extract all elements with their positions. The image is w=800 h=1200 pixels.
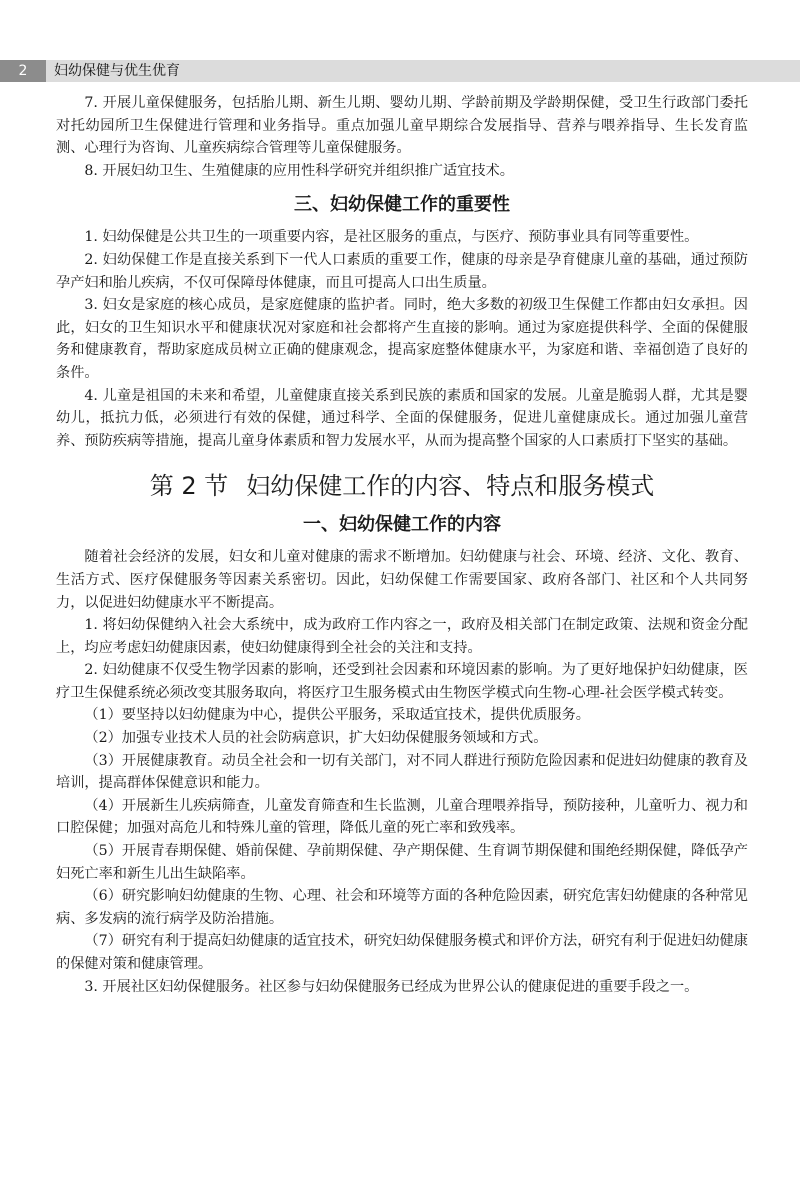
list-item: 3. 妇女是家庭的核心成员，是家庭健康的监护者。同时，绝大多数的初级卫生保健工作都由妇女承担。因此，妇女的卫生知识水平和健康状况对家庭和社会都将产生直接的影响。通过为家庭提供科学、全面的保健服务和健康教育，帮助家庭成员树立正确的健康观念，提高家庭整体健康水平，为家庭和谐、幸福创造了良好的条件。	[56, 297, 748, 381]
page-body	[56, 92, 748, 998]
list-item: 2. 妇幼保健工作是直接关系到下一代人口素质的重要工作，健康的母亲是孕育健康儿童的基础，通过预防孕产妇和胎儿疾病，不仅可保障母体健康，而且可提高人口出生质量。	[56, 251, 748, 291]
list-item: 1. 妇幼保健是公共卫生的一项重要内容，是社区服务的重点，与医疗、预防事业具有同等重要性。	[84, 229, 699, 246]
list-item: （4）开展新生儿疾病筛查，儿童发育筛查和生长监测，儿童合理喂养指导，预防接种，儿童听力、视力和口腔保健；加强对高危儿和特殊儿童的管理，降低儿童的死亡率和致残率。	[56, 797, 748, 837]
list-item: 1. 将妇幼保健纳入社会大系统中，成为政府工作内容之一，政府及相关部门在制定政策、法规和资金分配上，均应考虑妇幼健康因素，使妇幼健康得到全社会的关注和支持。	[56, 617, 748, 656]
section-title	[56, 470, 748, 502]
subsection-heading-content: 一、妇幼保健工作的内容	[303, 514, 501, 536]
section-title-text: 妇幼保健工作的内容、特点和服务模式	[246, 472, 655, 501]
running-title: 妇幼保健与优生优育	[54, 63, 180, 79]
list-item: （3）开展健康教育。动员全社会和一切有关部门，对不同人群进行预防危险因素和促进妇幼健康的教育及培训，提高群体保健意识和能力。	[56, 752, 748, 792]
section-number: 第 2 节	[149, 472, 229, 501]
list-item: （2）加强专业技术人员的社会防病意识，扩大妇幼保健服务领域和方式。	[84, 730, 548, 747]
page-number: 2	[0, 60, 46, 82]
list-item: （5）开展青春期保健、婚前保健、孕前期保健、孕产期保健、生育调节期保健和围绝经期保健，降低孕产妇死亡率和新生儿出生缺陷率。	[56, 843, 748, 882]
list-item: 3. 开展社区妇幼保健服务。社区参与妇幼保健服务已经成为世界公认的健康促进的重要手段之一。	[84, 978, 699, 995]
list-item: （7）研究有利于提高妇幼健康的适宜技术，研究妇幼保健服务模式和评价方法，研究有利于促进妇幼健康的保健对策和健康管理。	[56, 933, 748, 972]
list-item: （6）研究影响妇幼健康的生物、心理、社会和环境等方面的各种危险因素，研究危害妇幼健康的各种常见病、多发病的流行病学及防治措施。	[56, 888, 748, 927]
list-item: 4. 儿童是祖国的未来和希望，儿童健康直接关系到民族的素质和国家的发展。儿童是脆弱人群，尤其是婴幼儿，抵抗力低，必须进行有效的保健，通过科学、全面的保健服务，促进儿童健康成长。通过加强儿童营养、预防疾病等措施，提高儿童身体素质和智力发展水平，从而为提高整个国家的人口素质打下坚实的基础。	[56, 387, 748, 449]
list-item: 7. 开展儿童保健服务，包括胎儿期、新生儿期、婴幼儿期、学龄前期及学龄期保健，受卫生行政部门委托对托幼园所卫生保健进行管理和业务指导。重点加强儿童早期综合发展指导、营养与喂养指导、生长发育监测、心理行为咨询、儿童疾病综合管理等儿童保健服务。	[56, 95, 748, 157]
list-item: 8. 开展妇幼卫生、生殖健康的应用性科学研究并组织推广适宜技术。	[84, 162, 514, 179]
subsection-heading-importance: 三、妇幼保健工作的重要性	[294, 194, 510, 216]
list-item: （1）要坚持以妇幼健康为中心，提供公平服务，采取适宜技术，提供优质服务。	[84, 707, 590, 724]
paragraph: 随着社会经济的发展，妇女和儿童对健康的需求不断增加。妇幼健康与社会、环境、经济、文化、教育、生活方式、医疗保健服务等因素关系密切。因此，妇幼保健工作需要国家、政府各部门、社区和个人共同努力，以促进妇幼健康水平不断提高。	[56, 549, 748, 611]
list-item: 2. 妇幼健康不仅受生物学因素的影响，还受到社会因素和环境因素的影响。为了更好地保护妇幼健康，医疗卫生保健系统必须改变其服务取向，将医疗卫生服务模式由生物医学模式向生物-心理-社会医学模式转变。	[56, 662, 748, 701]
running-header	[0, 60, 800, 82]
